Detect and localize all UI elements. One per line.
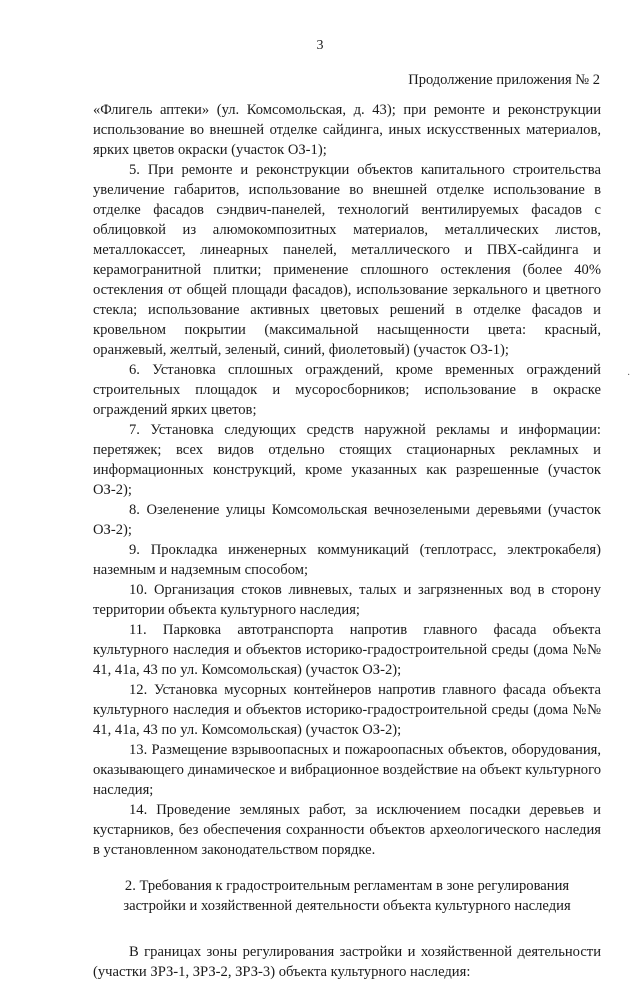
paragraph-item-6: 6. Установка сплошных ограждений, кроме временных ограждений строительных площадок и мусоросборников; использование в окраске ограждений ярких цветов; xyxy=(93,362,601,418)
paragraph-item-9: 9. Прокладка инженерных коммуникаций (теплотрасс, электрокабеля) наземным и надземным способом; xyxy=(93,542,601,578)
paragraph-item-10: 10. Организация стоков ливневых, талых и загрязненных вод в сторону территории объекта культурного наследия; xyxy=(93,582,601,618)
document-body xyxy=(93,100,601,982)
paragraph-item-14: 14. Проведение земляных работ, за исключением посадки деревьев и кустарников, без обеспечения сохранности объектов археологического наследия в установленном законодательством порядке. xyxy=(93,802,601,858)
section-heading: 2. Требования к градостроительным регламентам в зоне регулирования застройки и хозяйственной деятельности объекта культурного наследия xyxy=(123,878,571,914)
paragraph-item-12: 12. Установка мусорных контейнеров напротив главного фасада объекта культурного наследия и объектов историко-градостроительной среды (дома №№ 41, 41а, 43 по ул. Комсомольская) (участок ОЗ-2); xyxy=(93,682,601,738)
page-number: 3 xyxy=(316,38,324,53)
paragraph-item-7: 7. Установка следующих средств наружной рекламы и информации: перетяжек; всех видов отдельно стоящих стационарных рекламных и информационных конструкций, кроме указанных как разрешенные (участок ОЗ-2); xyxy=(93,422,601,498)
paragraph-continuation: «Флигель аптеки» (ул. Комсомольская, д. 43); при ремонте и реконструкции использование во внешней отделке сайдинга, иных искусственных материалов, ярких цветов окраски (участок ОЗ-1); xyxy=(93,102,601,158)
paragraph-item-11: 11. Парковка автотранспорта напротив главного фасада объекта культурного наследия и объектов историко-градостроительной среды (дома №№ 41, 41а, 43 по ул. Комсомольская) (участок ОЗ-2); xyxy=(93,622,601,678)
paragraph-item-5: 5. При ремонте и реконструкции объектов капитального строительства увеличение габаритов, использование во внешней отделке использование в отделке фасадов сэндвич-панелей, технологий вентилируемых фасадов с облицовкой из алюмокомпозитных материалов, металлических листов, металлокассет, линеарных панелей, металлического и ПВХ-сайдинга и керамогранитной плитки; применение сплошного остекления (более 40% остекления от общей площади фасадов), использование зеркального и цветного стекла; использование активных цветовых решений в отделке фасадов и кровельном покрытии (максимальной насыщенности цвета: красный, оранжевый, желтый, зеленый, синий, фиолетовый) (участок ОЗ-1); xyxy=(93,162,601,358)
margin-mark: · xyxy=(627,370,631,381)
paragraph-final: В границах зоны регулирования застройки и хозяйственной деятельности (участки ЗРЗ-1, ЗРЗ-2, ЗРЗ-3) объекта культурного наследия: xyxy=(93,944,601,980)
appendix-note: Продолжение приложения № 2 xyxy=(408,72,600,88)
paragraph-item-13: 13. Размещение взрывоопасных и пожароопасных объектов, оборудования, оказывающего динамическое и вибрационное воздействие на объект культурного наследия; xyxy=(93,742,601,798)
paragraph-item-8: 8. Озеленение улицы Комсомольская вечнозелеными деревьями (участок ОЗ-2); xyxy=(93,502,601,538)
